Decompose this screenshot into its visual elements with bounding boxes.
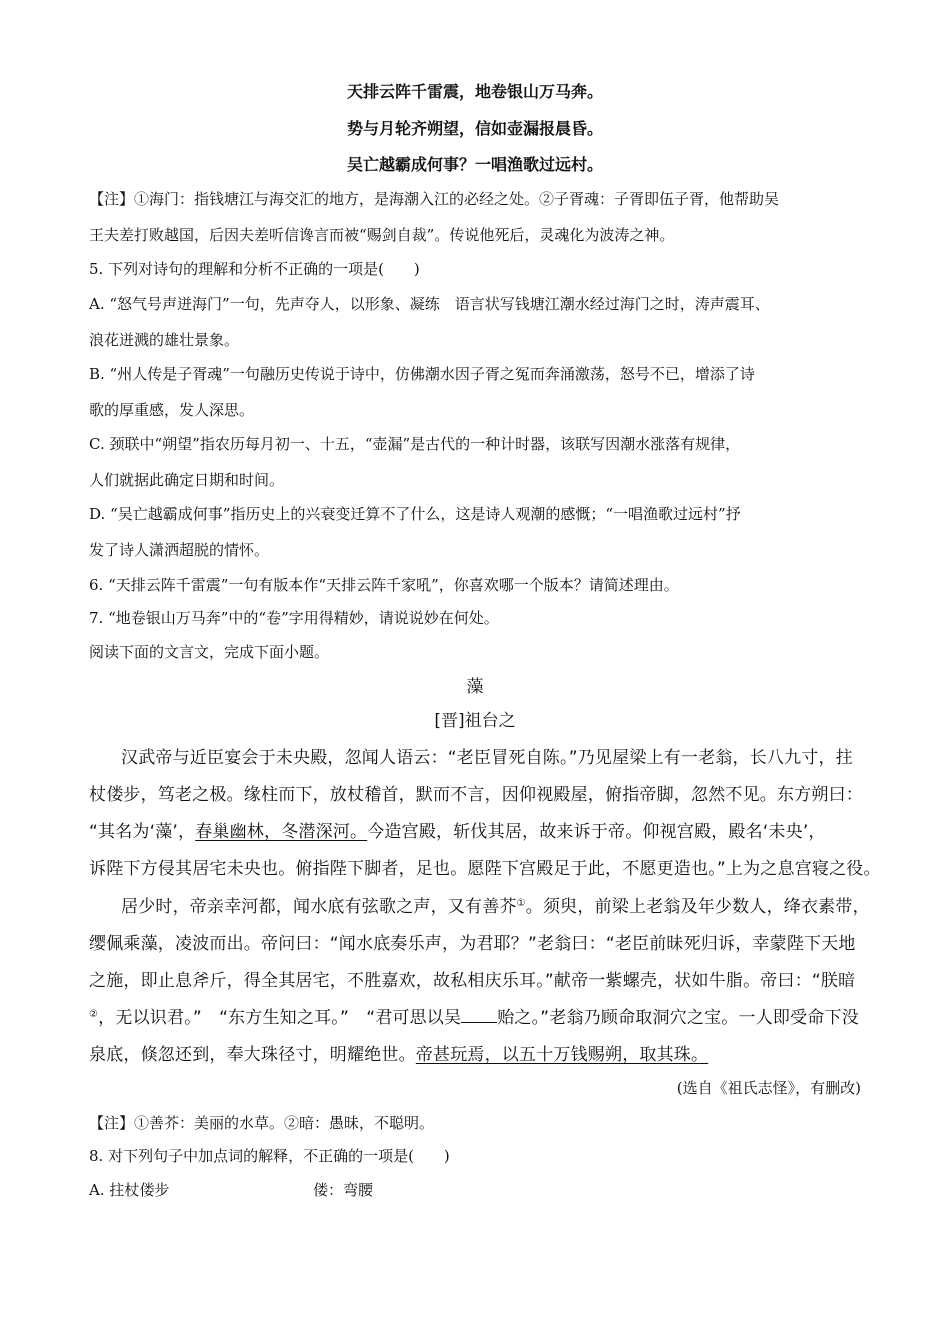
passage-text: 贻之。”老翁乃顾命取洞穴之宝。一人即受命下没: [497, 1008, 859, 1028]
passage-text: 居少时，帝亲幸河都，闻水底有弦歌之声，又有善芥: [121, 897, 517, 917]
passage-source: (选自《祖氏志怪》，有删改): [676, 1079, 861, 1097]
question-5-option-b: B. “州人传是子胥魂”一句融历史传说于诗中，仿佛潮水因子胥之冤而奔涌激荡，怒号不已，增添了诗: [89, 365, 755, 383]
question-5-option-d-cont: 发了诗人潇洒超脱的情怀。: [89, 541, 270, 559]
passage-text: “其名为‘藻’，: [89, 822, 196, 842]
passage-text: 泉底，倏忽还到，奉大珠径寸，明耀绝世。: [89, 1045, 416, 1065]
passage-title: 藻: [466, 677, 484, 697]
question-8-stem: 8. 对下列句子中加点词的解释，不正确的一项是( ): [89, 1147, 450, 1165]
passage-note: 【注】①善芥：美丽的水草。②暗：愚昧，不聪明。: [89, 1114, 435, 1132]
question-7: 7. “地卷银山万马奔”中的“卷”字用得精妙，请说说妙在何处。: [89, 609, 499, 627]
question-5-option-a-cont: 浪花迸溅的雄壮景象。: [89, 331, 240, 349]
question-5-option-b-cont: 歌的厚重感，发人深思。: [89, 401, 255, 419]
passage-p1-line-4: 诉陛下方侵其居宅未央也。俯指陛下脚者，足也。愿陛下宫殿足于此，不愿更造也。”上为之息宫寝之役。: [89, 859, 881, 879]
passage-p1-line-1: 汉武帝与近臣宴会于未央殿，忽闻人语云：“老臣冒死自陈。”乃见屋梁上有一老翁，长八九寸，拄: [121, 748, 853, 768]
passage-p2-line-5: [89, 1047, 708, 1064]
poem-line-3: 吴亡越霸成何事？一唱渔歌过远村。: [346, 155, 603, 174]
underlined-sentence-2: 帝甚玩焉，以五十万钱赐朔，取其珠。: [415, 1045, 709, 1065]
passage-text: 。须臾，前梁上老翁及年少数人，绛衣素带，: [525, 897, 870, 917]
footnote-marker-1: ①: [516, 898, 526, 909]
passage-p1-line-2: 杖偻步，笃老之极。缘柱而下，放杖稽首，默而不言，因仰视殿屋，俯指帝脚，忽然不见。东方朔曰：: [89, 785, 863, 805]
poem-line-2: 势与月轮齐朔望，信如壶漏报晨昏。: [346, 119, 603, 138]
passage-text: 今造宫殿，斩伐其居，故来诉于帝。仰视宫殿，殿名‘未央’，: [367, 822, 826, 842]
question-5-option-a: A. “怒气号声迸海门”一句，先声夺人，以形象、凝练 语言状写钱塘江潮水经过海门之时，涛声震耳、: [89, 295, 770, 313]
question-5-stem: 5. 下列对诗句的理解和分析不正确的一项是( ): [89, 260, 420, 278]
question-8-option-a-phrase: A. 拄杖偻步: [89, 1181, 170, 1199]
question-5-option-c: C. 颈联中“朔望”指农历每月初一、十五，“壶漏”是古代的一种计时器，该联写因潮水涨落有规律，: [89, 435, 741, 453]
fill-blank: [461, 1021, 497, 1023]
passage-p2-line-2: 缨佩乘藻，凌波而出。帝问曰：“闻水底奏乐声，为君耶？”老翁曰：“老臣前昧死归诉，幸蒙陛下天地: [89, 934, 856, 954]
passage-text: ，无以识君。” “东方生知之耳。” “君可思以吴: [98, 1008, 462, 1028]
passage-p2-line-1: [121, 899, 870, 916]
underlined-sentence-1: 春巢幽林，冬潜深河。: [195, 822, 368, 842]
question-6: 6. “天排云阵千雷震”一句有版本作“天排云阵千家吼”，你喜欢哪一个版本？请简述理由。: [89, 576, 679, 594]
question-5-option-d: D. “吴亡越霸成何事”指历史上的兴衰变迁算不了什么，这是诗人观潮的感慨；“一唱渔歌过远村”抒: [89, 505, 741, 523]
footnote-marker-2: ②: [89, 1009, 99, 1020]
passage-p2-line-3: 之施，即止息斧斤，得全其居宅，不胜嘉欢，故私相庆乐耳。”献帝一紫螺壳，状如牛脂。帝曰：“朕暗: [89, 971, 856, 991]
question-5-option-c-cont: 人们就据此确定日期和时间。: [89, 471, 285, 489]
poem-note-line-1: 【注】①海门：指钱塘江与海交汇的地方，是海潮入江的必经之处。②子胥魂：子胥即伍子胥，他帮助吴: [89, 190, 780, 208]
poem-note-line-2: 王夫差打败越国，后因夫差听信谗言而被“赐剑自裁”。传说他死后，灵魂化为波涛之神。: [89, 226, 675, 244]
question-8-option-a-gloss: 偻：弯腰: [313, 1181, 374, 1199]
passage-author: [晋]祖台之: [434, 711, 516, 731]
passage-p2-line-4: [89, 1010, 859, 1027]
passage-p1-line-3: [89, 824, 826, 841]
reading-intro: 阅读下面的文言文，完成下面小题。: [89, 643, 330, 661]
poem-line-1: 天排云阵千雷震，地卷银山万马奔。: [346, 82, 603, 101]
